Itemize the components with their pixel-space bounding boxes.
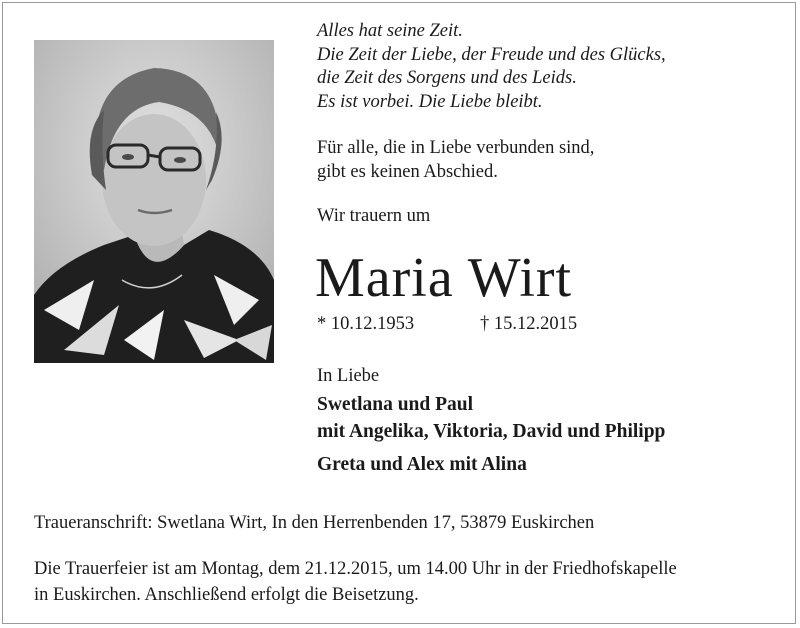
mourning-address: Traueranschrift: Swetlana Wirt, In den Herrenbenden 17, 53879 Euskirchen [34, 513, 595, 533]
poem-line: Die Zeit der Liebe, der Freude und des Glücks, [317, 44, 666, 65]
ceremony-info [34, 556, 677, 608]
poem-line: Alles hat seine Zeit. [317, 21, 463, 41]
birth-date: * 10.12.1953 [317, 314, 415, 334]
portrait-photo [34, 40, 274, 363]
mourning-intro: Wir trauern um [317, 206, 431, 226]
quote-line: gibt es keinen Abschied. [317, 162, 498, 182]
ceremony-line: in Euskirchen. Anschließend erfolgt die Beisetzung. [34, 585, 419, 605]
memorial-poem [317, 20, 666, 115]
poem-line: die Zeit des Sorgens und des Leids. [317, 68, 577, 89]
quote-line: Für alle, die in Liebe verbunden sind, [317, 138, 595, 158]
poem-line: Es ist vorbei. Die Liebe bleibt. [317, 92, 543, 113]
farewell-quote [317, 136, 594, 184]
closing-intro: In Liebe [317, 366, 380, 386]
family-line: Greta und Alex mit Alina [317, 454, 527, 475]
family-line: Swetlana und Paul [317, 394, 474, 415]
deceased-name: Maria Wirt [315, 247, 573, 309]
ceremony-line: Die Trauerfeier ist am Montag, dem 21.12.2015, um 14.00 Uhr in der Friedhofskapelle [34, 559, 677, 579]
death-date: † 15.12.2015 [480, 314, 578, 334]
family-line: mit Angelika, Viktoria, David und Philipp [317, 421, 666, 442]
